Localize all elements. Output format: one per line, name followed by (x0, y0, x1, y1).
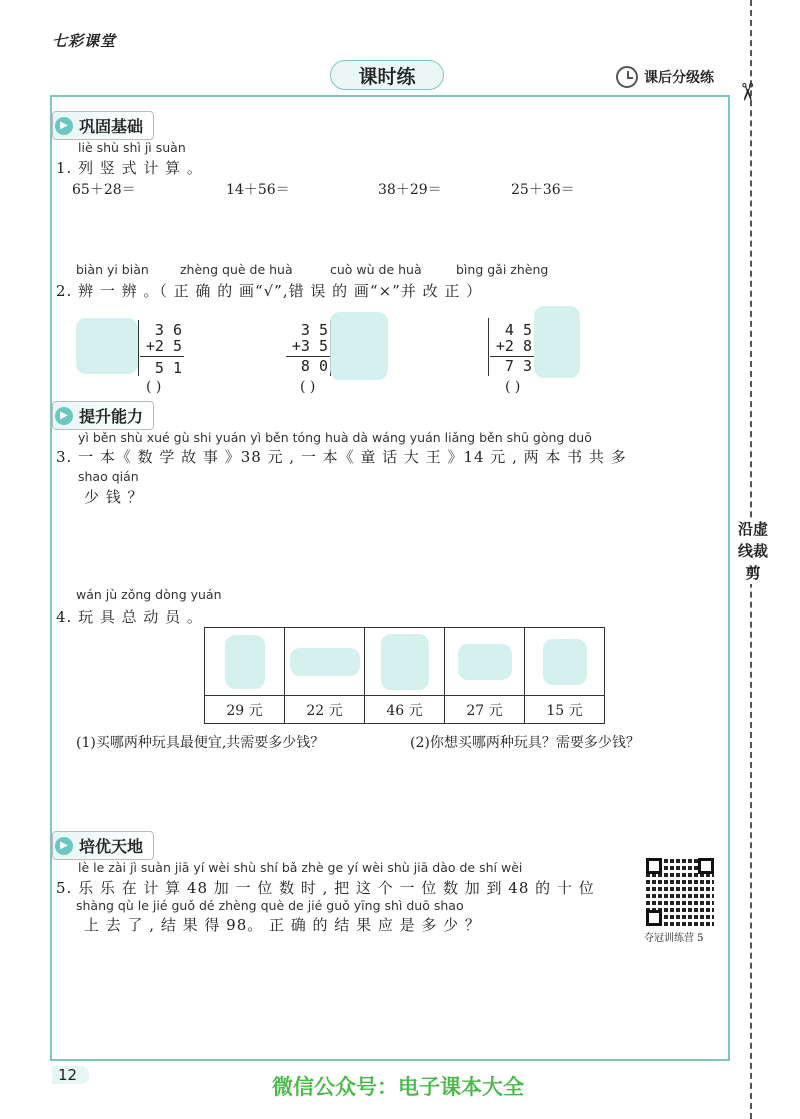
q2-p1-answer[interactable]: ( ) (146, 379, 162, 395)
robot-icon (381, 634, 429, 690)
price-cell: 46 元 (365, 696, 445, 724)
price-cell: 22 元 (285, 696, 365, 724)
qr-code-icon[interactable] (646, 858, 714, 926)
brand-logo: 七彩课堂 (52, 32, 117, 50)
q2-p2-a: 3 5 (300, 321, 328, 339)
toy-cell (205, 628, 285, 696)
toy-cell (285, 628, 365, 696)
q1-item-4: 25＋36＝ (511, 182, 575, 198)
q5-pinyin-1: lè le zài jì suàn jiā yí wèi shù shí bǎ zhè ge yí wèi shù jiā dào de shí wèi (78, 860, 523, 875)
q2-p3-r: 7 3 (504, 357, 532, 375)
q2-p2-b: +3 5 (291, 337, 328, 355)
teddy-bear-icon (534, 306, 580, 378)
section-header-excellence (52, 831, 154, 860)
qr-corner (646, 910, 662, 926)
price-cell: 29 元 (205, 696, 285, 724)
q5-pinyin-2: shàng qù le jié guǒ dé zhèng què de jié guǒ yīng shì duō shao (76, 898, 464, 913)
q2-pinyin-3: cuò wù de huà (330, 262, 422, 277)
q2-pinyin-2: zhèng què de huà (180, 262, 293, 277)
scissors-icon: ✂ (733, 81, 762, 103)
q3-pinyin-2: shao qián (78, 469, 139, 484)
q4-sub-question-1: (1)买哪两种玩具最便宜,共需要多少钱？ (76, 735, 325, 751)
q3-pinyin-1: yì běn shù xué gù shi yuán yì běn tóng huà dà wáng yuán liǎng běn shū gòng duō (78, 430, 592, 445)
q2-p1-r: 5 1 (154, 359, 182, 377)
q2-p3-answer[interactable]: ( ) (505, 379, 521, 395)
play-icon: ▶ (55, 837, 73, 855)
qr-corner (646, 858, 662, 874)
play-icon: ▶ (55, 117, 73, 135)
page-number: 12 (52, 1066, 89, 1084)
q2-pinyin-4: bìng gǎi zhèng (456, 262, 549, 277)
price-cell: 27 元 (445, 696, 525, 724)
q2-p2-answer[interactable]: ( ) (300, 379, 316, 395)
price-cell: 15 元 (525, 696, 605, 724)
q3-text-1: 3. 一 本《 数 学 故 事 》38 元 , 一 本《 童 话 大 王 》14 元 , 两 本 书 共 多 (56, 448, 627, 466)
q2-p1-a: 3 6 (154, 321, 182, 339)
q4-pinyin: wán jù zǒng dòng yuán (76, 587, 222, 602)
q5-text-2: 上 去 了 , 结 果 得 98。 正 确 的 结 果 应 是 多 少 ？ (84, 916, 481, 934)
bear-icon (543, 639, 587, 685)
car-icon (290, 648, 360, 676)
q4-text: 4. 玩 具 总 动 员 。 (56, 608, 203, 626)
qr-caption: 夺冠训练营 5 (644, 933, 704, 944)
q2-p2-r: 8 0 (300, 357, 328, 375)
q1-item-2: 14＋56＝ (226, 182, 290, 198)
toy-image-row (205, 628, 605, 696)
q5-text-1: 5. 乐 乐 在 计 算 48 加 一 位 数 时 , 把 这 个 一 位 数 加 到 48 的 十 位 (56, 879, 595, 897)
q1-pinyin: liè shù shì jì suàn (78, 140, 186, 155)
toy-cell (365, 628, 445, 696)
toy-cell (445, 628, 525, 696)
toy-cell (525, 628, 605, 696)
dinosaur-icon (330, 312, 388, 380)
q1-item-3: 38＋29＝ (378, 182, 442, 198)
section-label: 培优天地 (79, 837, 144, 856)
sum-line (140, 356, 184, 357)
q2-pinyin-1: biàn yi biàn (76, 262, 149, 277)
play-icon: ▶ (55, 407, 73, 425)
toy-price-table (204, 627, 605, 724)
elephant-icon (76, 318, 138, 374)
q2-text: 2. 辨 一 辨 。（ 正 确 的 画“√”,错 误 的 画“×”并 改 正 ） (56, 282, 483, 300)
q2-p3-a: 4 5 (504, 321, 532, 339)
q2-p3-b: +2 8 (495, 337, 532, 355)
q4-sub-question-2: (2)你想买哪两种玩具？需要多少钱？ (410, 735, 640, 751)
grade-text: 课后分级练 (644, 70, 714, 86)
grade-label (616, 66, 714, 88)
helicopter-icon (458, 644, 512, 680)
q1-text: 1. 列 竖 式 计 算 。 (56, 159, 203, 177)
q1-item-1: 65＋28＝ (72, 182, 136, 198)
clock-icon (616, 66, 638, 88)
section-header-basics (52, 111, 154, 140)
section-header-improve (52, 401, 154, 430)
q2-p1-b: +2 5 (145, 337, 182, 355)
section-label: 巩固基础 (79, 117, 144, 136)
cut-instruction: 沿虚线裁剪 (733, 518, 773, 584)
doll-icon (225, 635, 265, 689)
section-label: 提升能力 (79, 407, 144, 426)
qr-corner (698, 858, 714, 874)
q3-text-2: 少 钱 ？ (84, 488, 144, 506)
page-title: 课时练 (330, 60, 444, 90)
footer-watermark: 微信公众号：电子课本大全 (272, 1075, 524, 1099)
toy-price-row (205, 696, 605, 724)
